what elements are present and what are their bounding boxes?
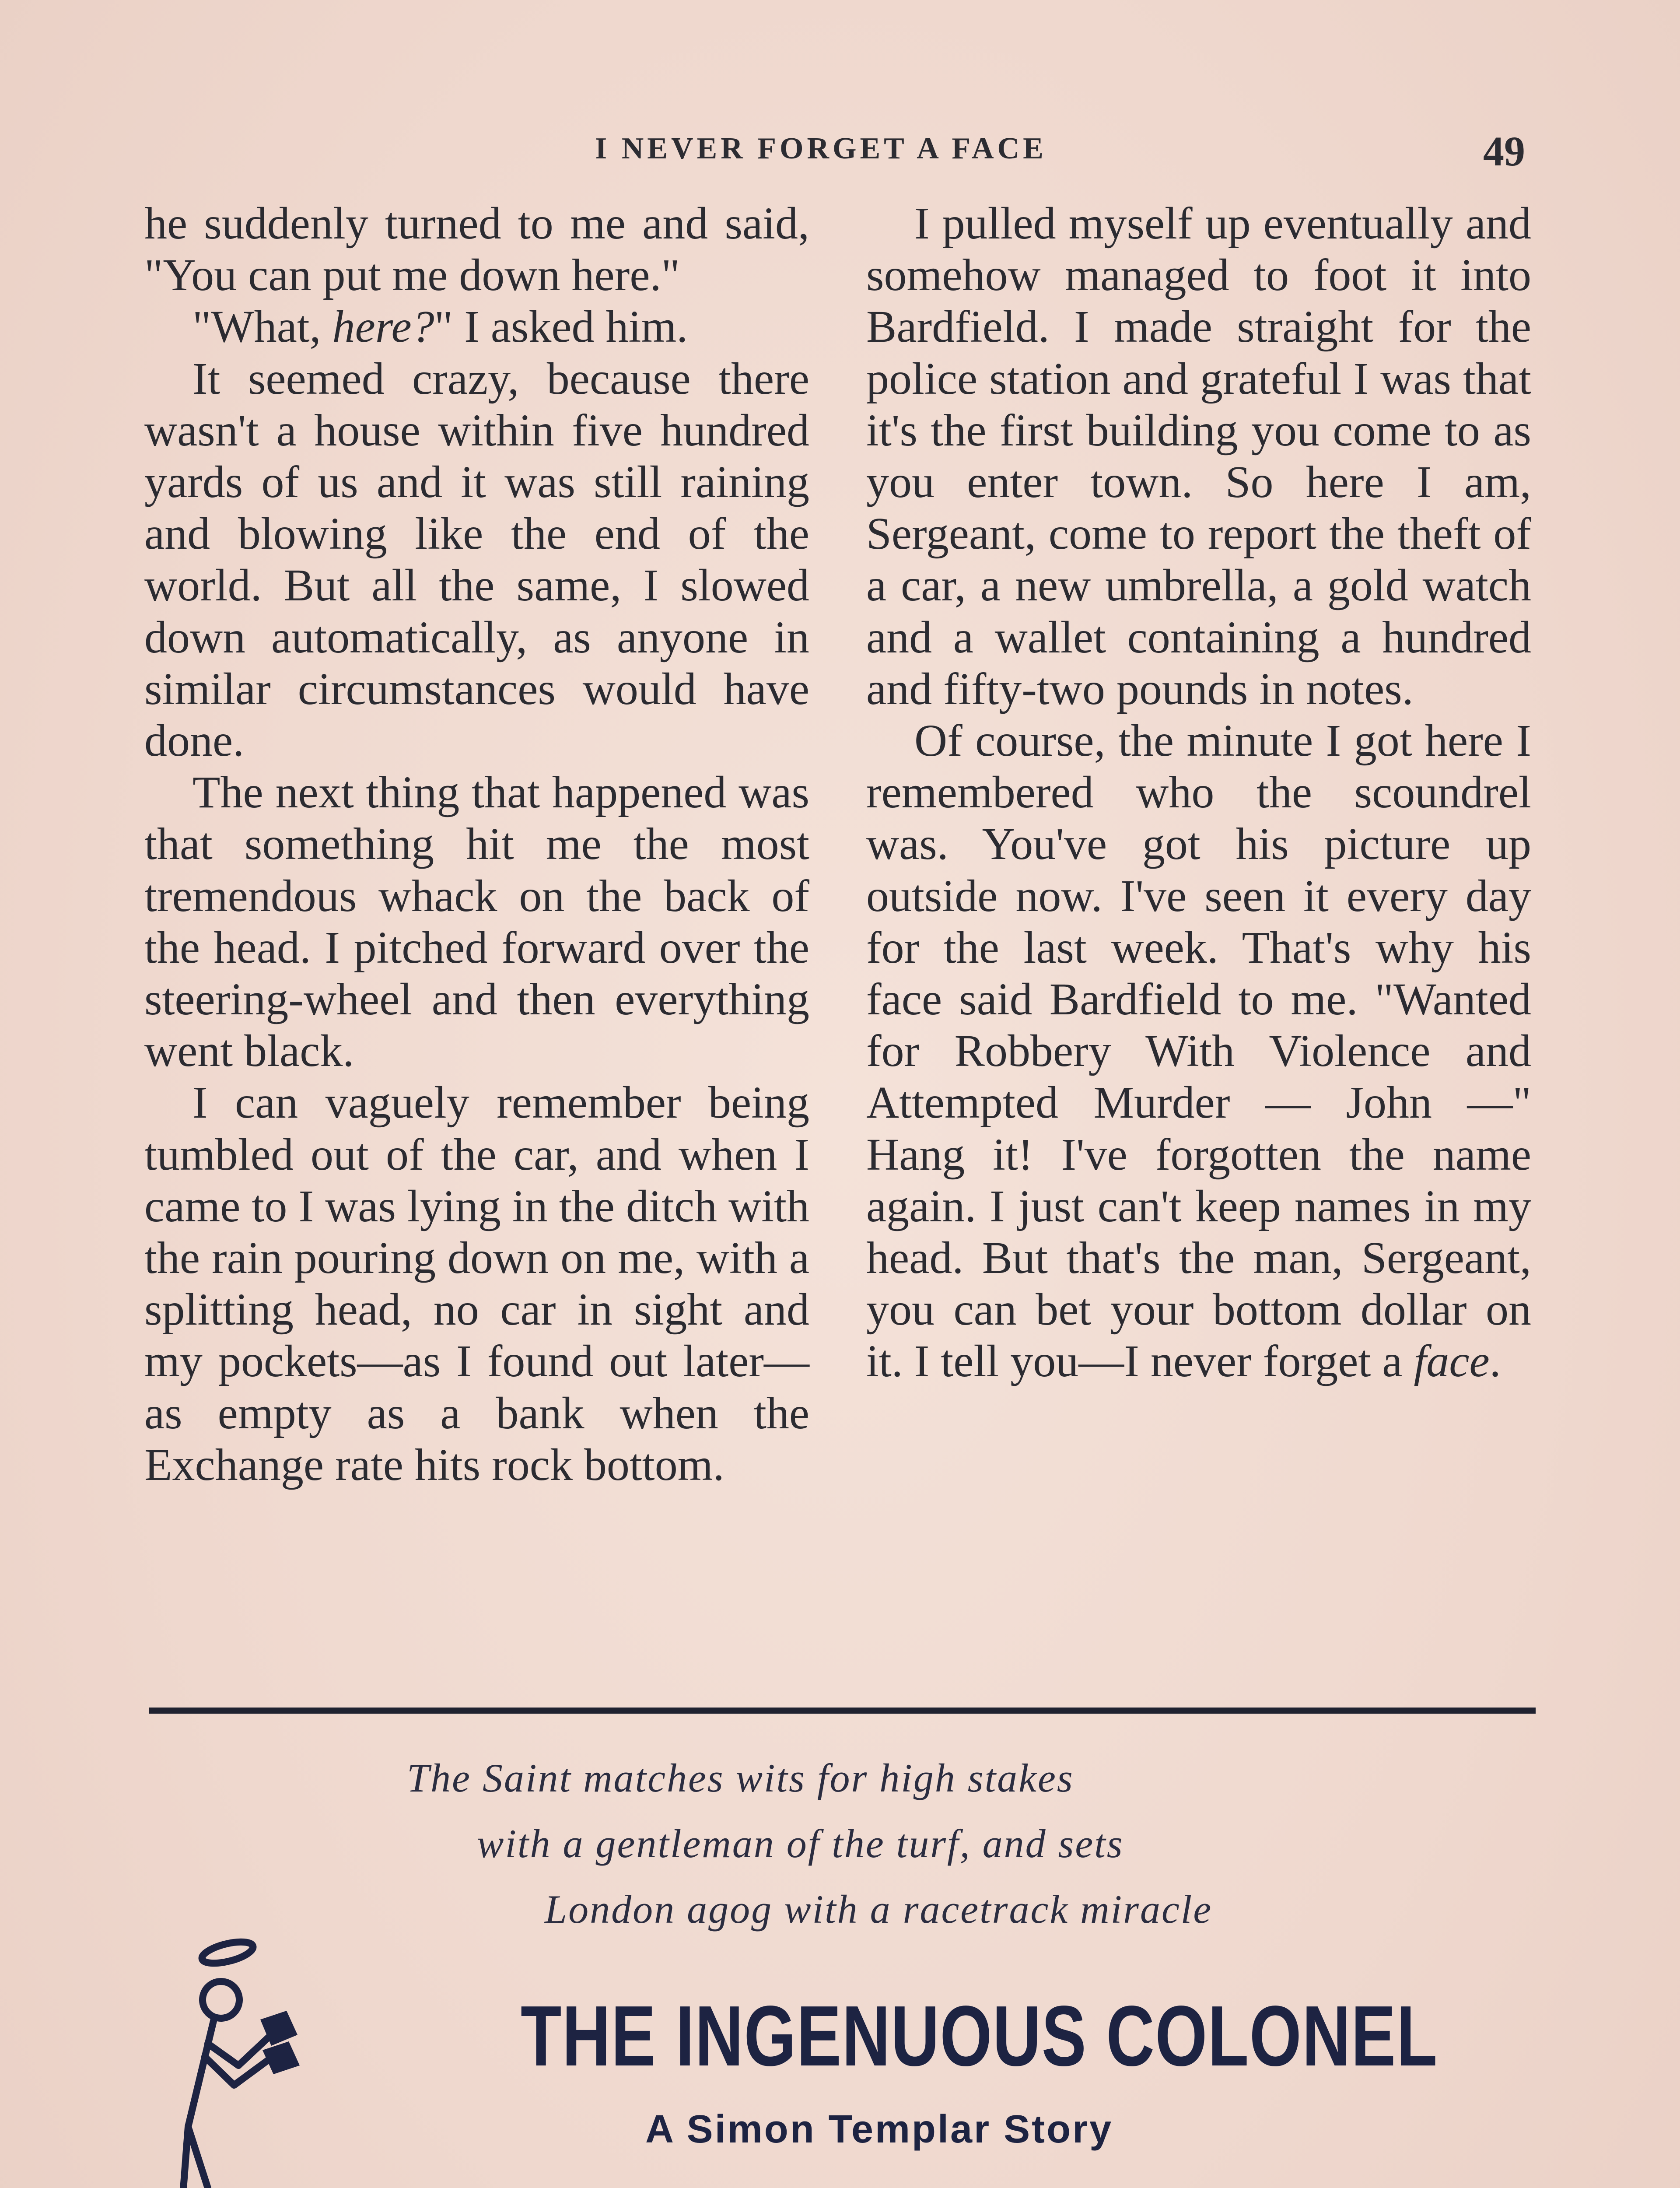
- paragraph: he suddenly turned to me and said, "You can put me down here.": [144, 198, 809, 301]
- paragraph-text: Of course, the minute I got here I remembered who the scoundrel was. You've got his picture up outside now. I've seen it every day for the last week. That's why his face said Bardfield to me. "Wanted for Robbery With Violence and Attempted Murder — John —" Hang it! I've forgotten the name again. I just can't keep names in my head. But that's the man, Sergeant, you can bet your bottom dollar on it. I tell you—I never forget a: [866, 715, 1531, 1387]
- paragraph-text: " I asked him.: [434, 302, 688, 352]
- page-number: 49: [1483, 128, 1525, 175]
- paragraph: It seemed crazy, because there wasn't a house within five hundred yards of us and it was still raining and blowing like the end of the world. But all the same, I slowed down automatically, as anyone in similar circumstances would have done.: [144, 353, 809, 766]
- story-title: THE INGENUOUS COLONEL: [521, 1988, 1438, 2084]
- left-column: [144, 198, 809, 1491]
- right-column: [866, 198, 1531, 1388]
- saint-stick-figure-icon: [162, 1934, 319, 2188]
- paragraph-text: .: [1489, 1336, 1501, 1387]
- teaser-line: with a gentleman of the turf, and sets: [477, 1821, 1124, 1866]
- teaser-line: The Saint matches wits for high stakes: [407, 1756, 1074, 1800]
- emphasis-text: face: [1414, 1336, 1490, 1387]
- running-title: I NEVER FORGET A FACE: [595, 132, 1047, 165]
- paragraph: I can vaguely remember being tumbled out of the car, and when I came to I was lying in the ditch with the rain pouring down on me, with a splitting head, no car in sight and my pockets—as I found out later—as empty as a bank when the Exchange rate hits rock bottom.: [144, 1077, 809, 1490]
- paragraph: I pulled myself up eventually and somehow managed to foot it into Bardfield. I made straight for the police station and grateful I was that it's the first building you come to as you enter town. So here I am, Sergeant, come to report the theft of a car, a new umbrella, a gold watch and a wallet containing a hundred and fifty-two pounds in notes.: [866, 198, 1531, 714]
- emphasis-text: here?: [332, 302, 434, 352]
- paragraph-text: "What,: [192, 302, 332, 352]
- paragraph: The next thing that happened was that something hit me the most tremendous whack on the back of the head. I pitched forward over the steering-wheel and then everything went black.: [144, 767, 809, 1076]
- section-divider: [149, 1708, 1536, 1714]
- teaser-line: London agog with a racetrack miracle: [545, 1887, 1213, 1932]
- paragraph: [866, 715, 1531, 1388]
- story-subtitle: A Simon Templar Story: [645, 2107, 1113, 2151]
- paragraph: [144, 301, 809, 353]
